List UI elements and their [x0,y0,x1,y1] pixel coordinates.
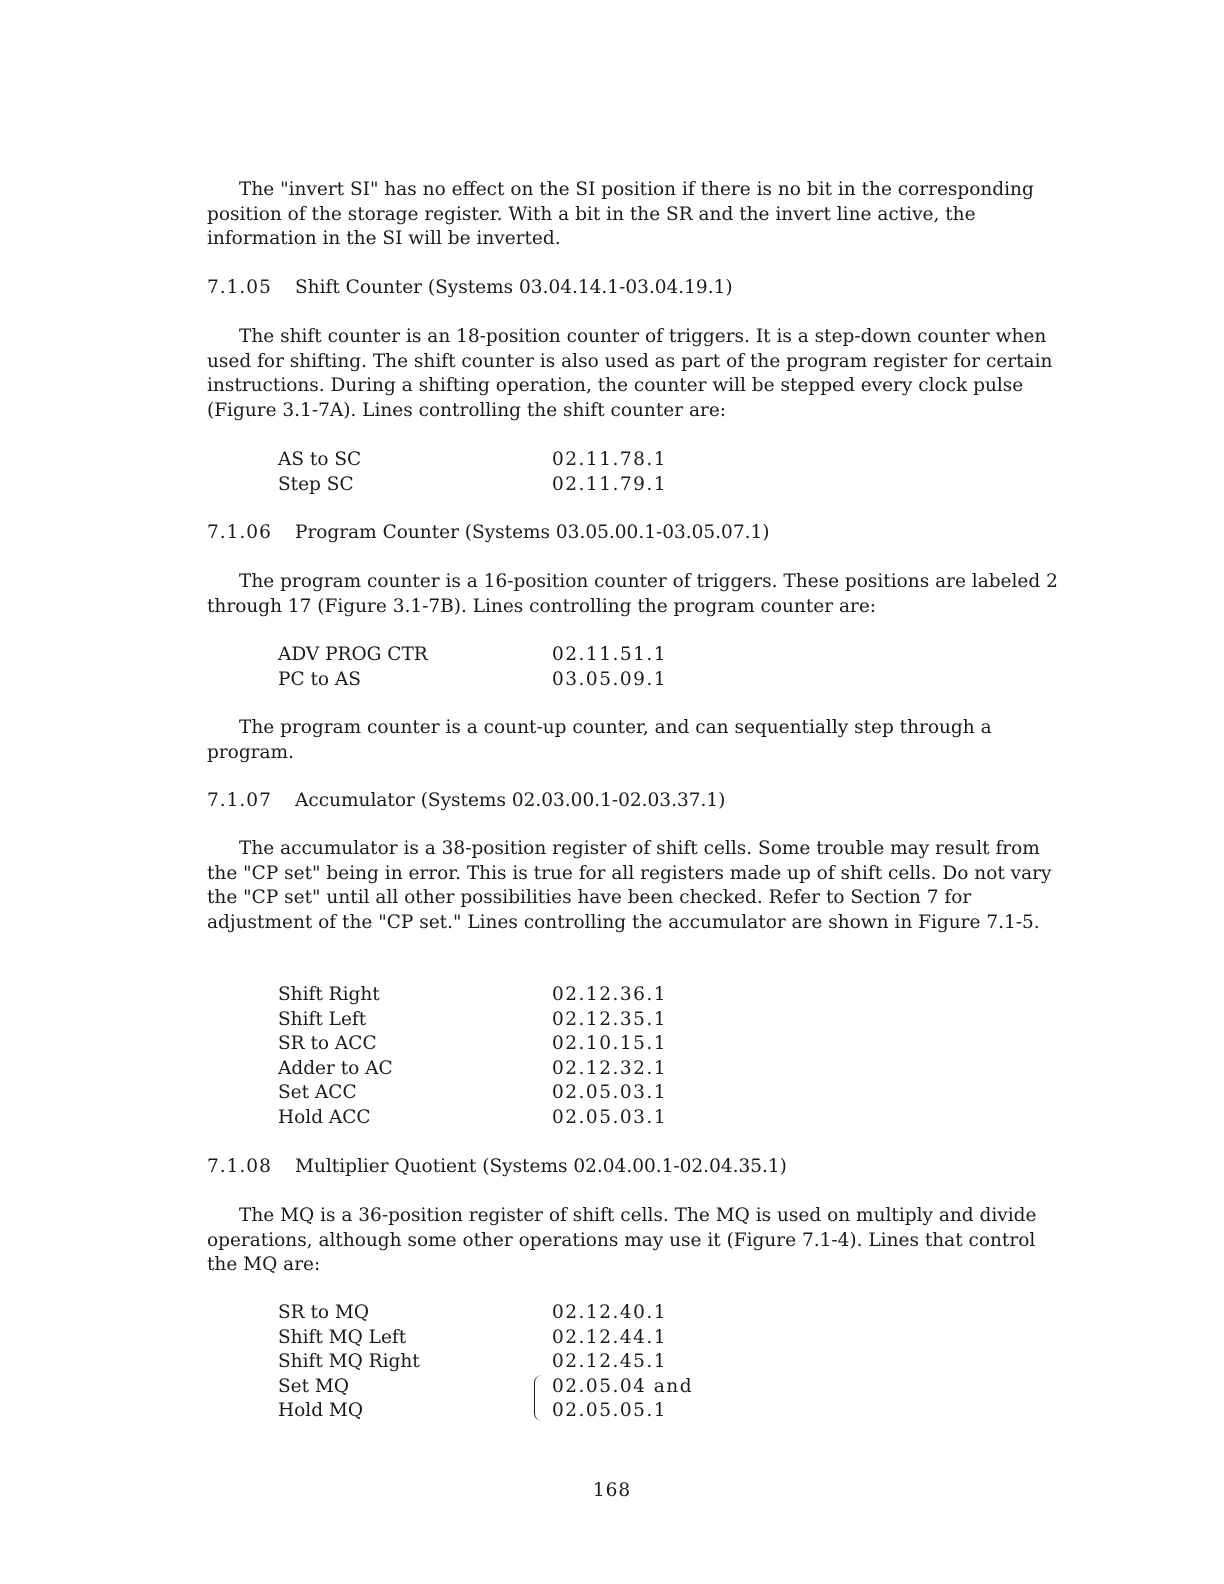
line-row: Shift Left 02.12.35.1 [278,1008,668,1030]
line-row: Shift MQ Right 02.12.45.1 [278,1351,668,1372]
line-row: Step SC 02.11.79.1 [278,473,668,495]
line-row: Set MQ 02.05.04 and [278,1375,694,1397]
lines-table-accumulator [278,983,778,1130]
section-after-paragraph-7-1-06: The program counter is a count-up counter, and can sequentially step through a program. [207,717,992,763]
line-row: Adder to AC 02.12.32.1 [278,1057,668,1079]
line-row: PC to AS 03.05.09.1 [278,668,668,690]
intro-paragraph: The "invert SI" has no effect on the SI position if there is no bit in the corresponding position of the storage register. With a bit in the SR and the invert line active, the information in the SI will be inverted. [207,179,1034,249]
line-row: SR to ACC 02.10.15.1 [278,1033,668,1054]
lines-table-program-counter [278,643,778,692]
section-paragraph-7-1-05: The shift counter is an 18-position counter of triggers. It is a step-down counter when used for shifting. The shift counter is also used as part of the program register for certain instructions. During a shifting operation, the counter will be stepped every clock pulse (Figure 3.1-7A). Lines controlling the shift counter are: [207,326,1053,421]
section-paragraph-7-1-06: The program counter is a 16-position counter of triggers. These positions are labeled 2 through 17 (Figure 3.1-7B). Lines controlling the program counter are: [207,571,1058,617]
section-paragraph-7-1-08: The MQ is a 36-position register of shift cells. The MQ is used on multiply and divide operations, although some other operations may use it (Figure 7.1-4). Lines that control the MQ are: [207,1205,1037,1275]
line-row: Hold ACC 02.05.03.1 [278,1106,668,1128]
section-heading-7-1-05: 7.1.05 Shift Counter (Systems 03.04.14.1-03.04.19.1) [207,277,733,298]
bracketed-line-group [278,1375,778,1424]
line-row: AS to SC 02.11.78.1 [278,449,668,470]
section-heading-7-1-06: 7.1.06 Program Counter (Systems 03.05.00.1-03.05.07.1) [207,522,770,543]
section-paragraph-7-1-07: The accumulator is a 38-position register of shift cells. Some trouble may result from the "CP set" being in error. This is true for all registers made up of shift cells. Do not vary the "CP set" until all other possibilities have been checked. Refer to Section 7 for adjustment of the "CP set." Lines controlling the accumulator are shown in Figure 7.1-5. [207,838,1052,933]
line-row: ADV PROG CTR 02.11.51.1 [278,644,668,665]
line-row: Shift Right 02.12.36.1 [278,984,668,1005]
line-row: Set ACC 02.05.03.1 [278,1082,668,1103]
line-row: Shift MQ Left 02.12.44.1 [278,1326,668,1348]
section-heading-7-1-08: 7.1.08 Multiplier Quotient (Systems 02.04.00.1-02.04.35.1) [207,1156,787,1177]
section-heading-7-1-07: 7.1.07 Accumulator (Systems 02.03.00.1-02.03.37.1) [207,790,726,811]
line-row: Hold MQ 02.05.05.1 [278,1400,668,1421]
page-number: 168 [592,1480,632,1501]
lines-table-mq [278,1301,778,1424]
line-row: SR to MQ 02.12.40.1 [278,1302,668,1323]
lines-table-shift-counter [278,448,778,497]
